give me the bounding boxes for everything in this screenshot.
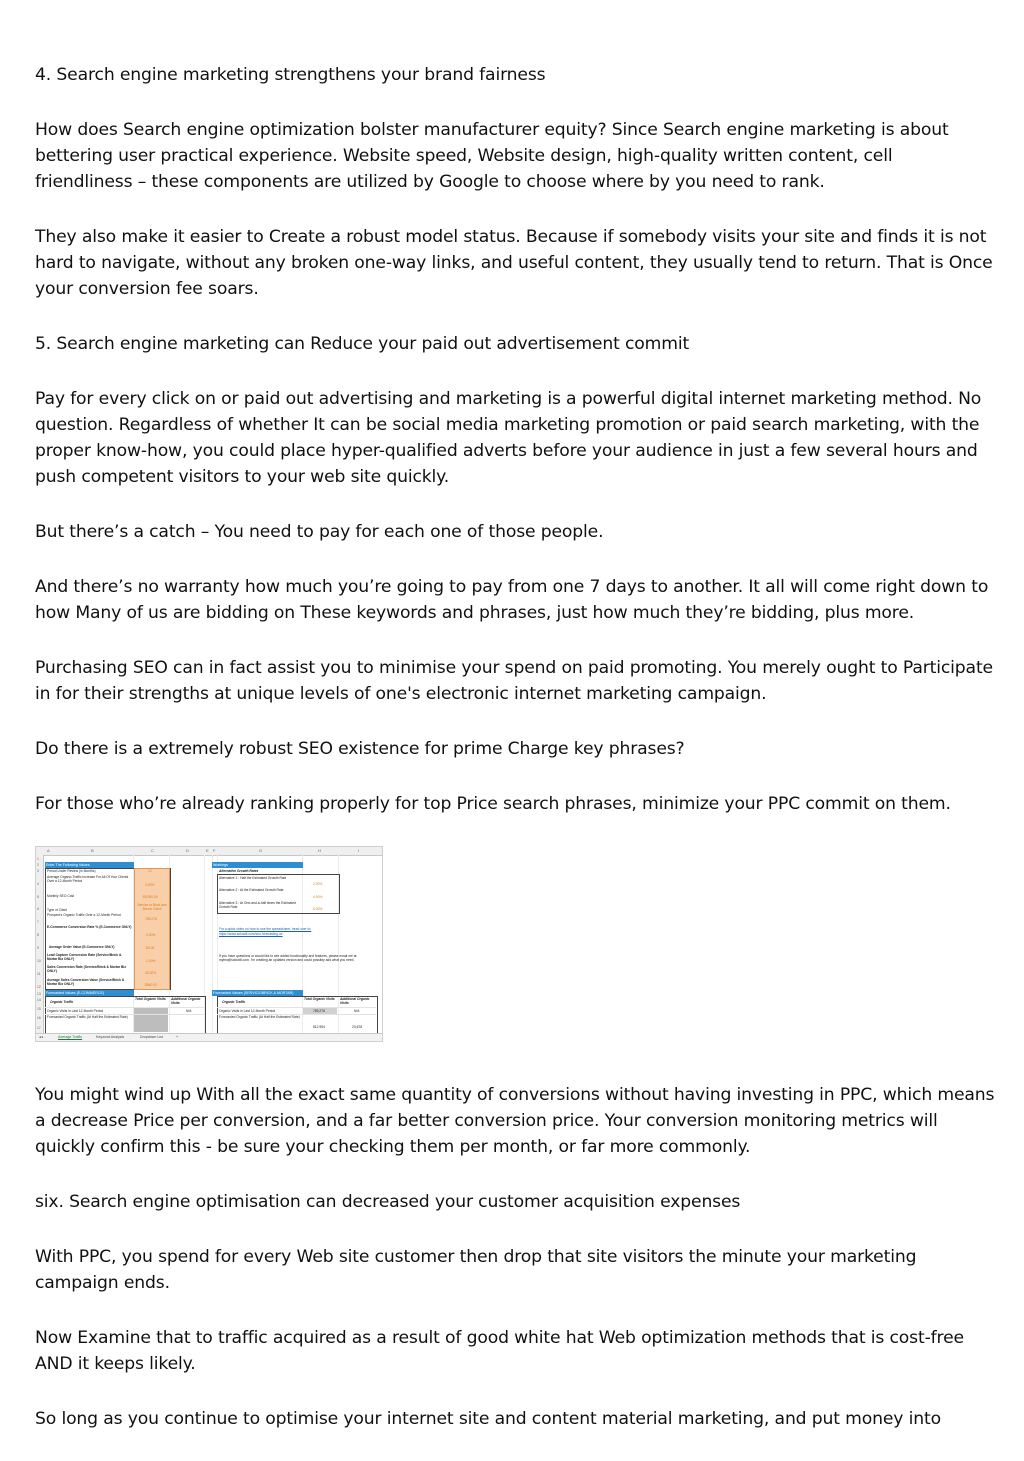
spreadsheet-image (35, 846, 383, 1042)
paragraph: Now Examine that to traffic acquired as a result of good white hat Web optimization methods that is cost-free AND it keeps likely. (35, 1328, 964, 1374)
article-body (35, 62, 995, 1461)
paragraph: How does Search engine optimization bolster manufacturer equity? Since Search engine marketing is about bettering user practical experience. Website speed, Website design, high-quality written content, cell friendliness – these components are utilized by Google to choose where by you need to rank. (35, 120, 949, 192)
paragraph: With PPC, you spend for every Web site customer then drop that site visitors the minute your marketing campaign ends. (35, 1247, 917, 1293)
sheet-value: 12 (148, 869, 152, 873)
sheet-value: 0.00% (146, 933, 156, 937)
sheet-forecast-ecommerce-header: Forecasted Values (E-COMMERCE) (45, 990, 134, 996)
sheet-value: 30.00% (145, 971, 157, 975)
row-label: 7 (37, 920, 39, 924)
row-label: 1 (37, 857, 39, 861)
sheet-label: Lead Capture Conversion Rate (Service/Brick & Mortar Biz ONLY) (47, 953, 122, 961)
sheet-label: Average Order Value (E-Commerce ONLY) (49, 945, 115, 949)
paragraph: They also make it easier to Create a robust model status. Because if somebody visits your site and finds it is not hard to navigate, without any broken one-way links, and useful content, they usually tend to return. That is Once your conversion fee soars. (35, 227, 993, 299)
sheet-input-header: Enter The Following Values (45, 862, 134, 868)
sheet-value: 6.00% (313, 907, 323, 911)
sheet-tab-average-traffic: Average Traffic (58, 1035, 83, 1039)
sheet-col-title: Additional Organic Visits (171, 997, 201, 1005)
col-label: A (47, 848, 50, 853)
paragraph: You might wind up With all the exact same quantity of conversions without having investing in PPC, which means a decrease Price per conversion, and a far better conversion price. Your conversion monitoring metrics will quickly confirm this - be sure your checking them per month, or far more commonly. (35, 1085, 995, 1157)
row-label: 5 (37, 895, 39, 899)
sheet-label: Monthly SEO Cost (47, 894, 75, 898)
paragraph: And there’s no warranty how much you’re going to pay from one 7 days to another. It all will come right down to how Many of us are bidding on These keywords and phrases, just how much they’re bidding, plus more. (35, 577, 989, 623)
sheet-label: Forecasted Organic Traffic (At Half the Estimated Rate) (219, 1015, 300, 1019)
paragraph: But there’s a catch – You need to pay for each one of those people. (35, 522, 604, 542)
row-label: 9 (37, 946, 39, 950)
sheet-forecast-service-header: Forecasted Values (SERVICE/BRICK & MORTAR) (212, 990, 303, 996)
sheet-col-title: Additional Organic Visits (340, 997, 370, 1005)
col-label: C (151, 848, 154, 853)
row-label: 11 (37, 972, 41, 976)
sheet-tab-dropdown-list: Dropdown List (140, 1035, 163, 1039)
sheet-label: Alternative 1 : Half the Estimated Growth Rate (219, 876, 287, 880)
sheet-value: 23,678 (352, 1025, 363, 1029)
sheet-value: Service or Brick and Mortar Client (137, 903, 167, 911)
sheet-workings-header: Workings (212, 862, 303, 868)
paragraph: Pay for every click on or paid out advertising and marketing is a powerful digital internet marketing method. No question. Regardless of whether It can be social media marketing promotion or paid search marketing, with the proper know-how, you could place hyper-qualified adverts before your audience in just a few several hours and push competent visitors to your web site quickly. (35, 389, 982, 487)
sheet-value: 4.00% (145, 883, 155, 887)
sheet-subheader: Alternative Growth Rates (219, 869, 259, 873)
heading-acquisition-costs: six. Search engine optimisation can decreased your customer acquisition expenses (35, 1192, 741, 1212)
sheet-value: 789,276 (145, 917, 157, 921)
sheet-label: Organic Visits in Last 12-Month Period (47, 1009, 104, 1013)
sheet-video-note: For a quick video on how to use the spreadsheet, head over to: (219, 927, 312, 931)
sheet-value: N/A (354, 1009, 360, 1013)
row-label: 6 (37, 907, 39, 911)
sheet-label: Average Organic Traffic Increase For All Of Your Clients Over a 12-Month Period (47, 875, 129, 883)
row-label: 2 (37, 863, 39, 867)
sheet-column-header (36, 847, 382, 856)
sheet-contact-note: If you have questions or would like to see added functionality and features, please email me at myleo@solowill.com. I'm creating an updated version and could possibly add what you need. (219, 954, 357, 962)
paragraph: For those who’re already ranking properly for top Price search phrases, minimize your PPC commit on them. (35, 794, 951, 814)
row-label: 8 (37, 933, 39, 937)
row-label: 4 (37, 882, 39, 886)
sheet-empty-cells (134, 1008, 168, 1032)
heading-reduce-ad-spend: 5. Search engine marketing can Reduce your paid out advertisement commit (35, 334, 690, 354)
sheet-value: $0.00 (146, 946, 155, 950)
sheet-label: Average Sales Conversion Value (Service/Brick & Mortar Biz ONLY) (47, 978, 125, 986)
sheet-label: Type of Client (47, 908, 68, 912)
sheet-label: Organic Visits in Last 12-Month Period (219, 1009, 276, 1013)
row-label: 15 (37, 1007, 41, 1011)
sheet-value: 812,954 (313, 1025, 325, 1029)
col-label: I (358, 848, 360, 853)
sheet-value: $5,000.00 (143, 895, 158, 899)
sheet-value: 1.00% (146, 959, 156, 963)
sheet-value: 789,276 (313, 1009, 325, 1013)
paragraph: Purchasing SEO can in fact assist you to minimise your spend on paid promoting. You merely ought to Participate in for their strengths at unique levels of one's electronic internet marketing campaign. (35, 658, 993, 704)
sheet-label: Alternative 2 : At the Estimated Growth Rate (219, 888, 284, 892)
sheet-tab-bar (36, 1033, 382, 1042)
sheet-tab-keyword-analysis: Keyword Analysis (96, 1035, 125, 1039)
paragraph: So long as you continue to optimise your internet site and content material marketing, and put money into (35, 1409, 941, 1429)
col-label: F (213, 848, 216, 853)
row-label: 10 (37, 959, 41, 963)
sheet-value: N/A (186, 1009, 192, 1013)
paragraph: Do there is a extremely robust SEO existence for prime Charge key phrases? (35, 739, 685, 759)
row-label: 12 (37, 985, 41, 989)
sheet-value: 4.00% (313, 895, 323, 899)
row-label: 14 (37, 998, 41, 1002)
sheet-col-title: Total Organic Visits (304, 997, 335, 1001)
sheet-tab-nav-icon: ◂ ▸ (39, 1035, 44, 1039)
sheet-label: Alternative 3 : At One-and-a-half times the Estimated Growth Rate (219, 901, 296, 909)
row-label: 16 (37, 1016, 41, 1020)
sheet-label: E-Commerce Conversion Rate % (E-Commerce ONLY) (47, 925, 132, 929)
heading-brand-fairness: 4. Search engine marketing strengthens your brand fairness (35, 65, 546, 85)
sheet-label: Period Under Review (in Months) (47, 869, 96, 873)
col-label: B (91, 848, 94, 853)
sheet-label: Sales Conversion Rate (Service/Brick & Mortar Biz ONLY) (47, 965, 126, 973)
sheet-col-title: Organic Traffic (222, 1000, 246, 1004)
sheet-col-title: Organic Traffic (50, 1000, 74, 1004)
col-label: H (318, 848, 321, 853)
row-label: 17 (37, 1026, 41, 1030)
sheet-tab-add-icon: + (176, 1035, 179, 1039)
row-label: 3 (37, 869, 39, 873)
sheet-video-link: https://www.solowill.com/seo-forecasting-nz (219, 932, 283, 936)
sheet-label: Prospect's Organic Traffic Over a 12-Month Period (47, 913, 121, 917)
row-label: 13 (37, 992, 41, 996)
col-label: D (186, 848, 189, 853)
col-label: E (206, 848, 209, 853)
sheet-row-header (36, 855, 44, 1033)
sheet-label: Forecasted Organic Traffic (At Half the Estimated Rate) (47, 1015, 128, 1019)
sheet-value: 2.00% (313, 882, 323, 886)
col-label: G (259, 848, 263, 853)
sheet-col-title: Total Organic Visits (135, 997, 166, 1001)
sheet-value: $560.00 (145, 983, 157, 987)
